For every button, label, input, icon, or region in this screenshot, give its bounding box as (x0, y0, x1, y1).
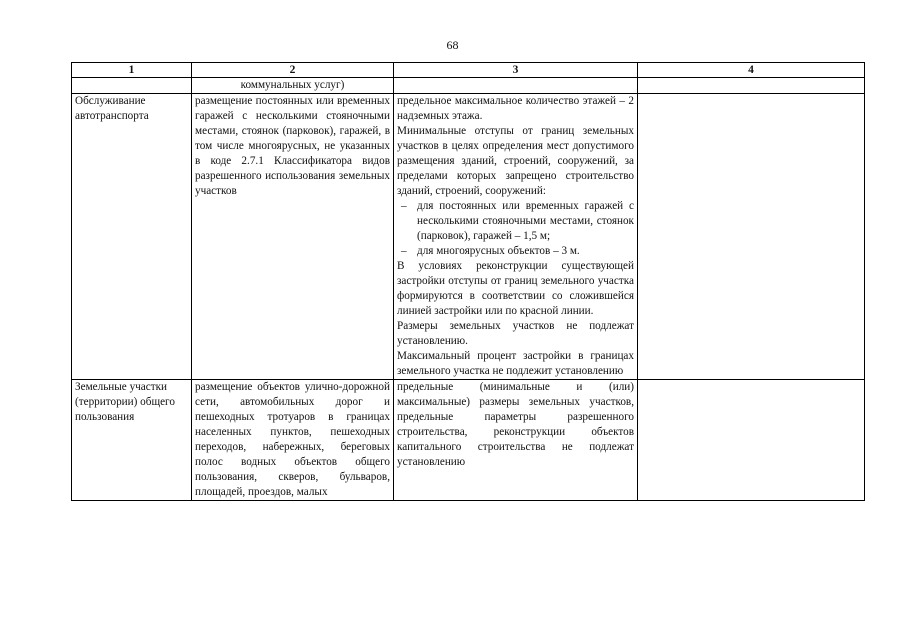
page-number: 68 (446, 38, 459, 52)
land-use-notes (638, 94, 865, 380)
table-cell (638, 78, 865, 94)
table-header-row (72, 63, 865, 78)
table-row (72, 380, 865, 501)
dash-bullet: – (401, 200, 407, 212)
setback-list (397, 199, 634, 259)
column-header: 3 (394, 63, 638, 78)
column-header: 1 (72, 63, 192, 78)
land-use-notes (638, 380, 865, 501)
parameter-paragraph: В условиях реконструкции существующей застройки отступы от границ земельного участка формируются в соответствии со сложившейся линией застройки или по красной линии. (397, 260, 634, 317)
parameter-paragraph: Размеры земельных участков не подлежат установлению. (397, 320, 634, 347)
parameter-paragraph: Минимальные отступы от границ земельных участков в целях определения мест допустимого размещения зданий, строений, сооружений, за пределами которых запрещено строительство зданий, строений, сооружений: (397, 125, 634, 197)
table-cell (72, 78, 192, 94)
table-cell (394, 78, 638, 94)
land-use-description: размещение объектов улично-дорожной сети, автомобильных дорог и пешеходных тротуаров в границах населенных пунктов, пешеходных переходов, набережных, береговых полос водных объектов общего пользования, скверов, бульваров, площадей, проездов, малых (192, 380, 394, 501)
zoning-table (71, 62, 865, 501)
land-use-name: Земельные участки (территории) общего пользования (72, 380, 192, 501)
dash-bullet: – (401, 245, 407, 257)
land-use-parameters: предельные (минимальные и (или) максимальные) размеры земельных участков, предельные параметры разрешенного строительства, реконструкции объектов капитального строительства не подлежат установлению (394, 380, 638, 501)
land-use-name: Обслуживание автотранспорта (72, 94, 192, 380)
column-header: 2 (192, 63, 394, 78)
land-use-parameters (394, 94, 638, 380)
table-row (72, 94, 865, 380)
parameter-paragraph: Максимальный процент застройки в границах земельного участка не подлежит установлению (397, 350, 634, 377)
list-item (397, 199, 634, 244)
parameter-paragraph: предельное максимальное количество этажей – 2 надземных этажа. (397, 95, 634, 122)
list-item-text: для постоянных или временных гаражей с несколькими стояночными местами, стоянок (парковок), гаражей – 1,5 м; (417, 200, 634, 242)
column-header: 4 (638, 63, 865, 78)
land-use-description: размещение постоянных или временных гаражей с несколькими стояночными местами, стоянок (парковок), гаражей, в том числе многоярусных, не указанных в коде 2.7.1 Классификатора видов разрешенного использования земельных участков (192, 94, 394, 380)
list-item (397, 244, 634, 259)
continuation-text: коммунальных услуг) (192, 78, 394, 94)
list-item-text: для многоярусных объектов – 3 м. (417, 245, 580, 257)
continuation-row (72, 78, 865, 94)
